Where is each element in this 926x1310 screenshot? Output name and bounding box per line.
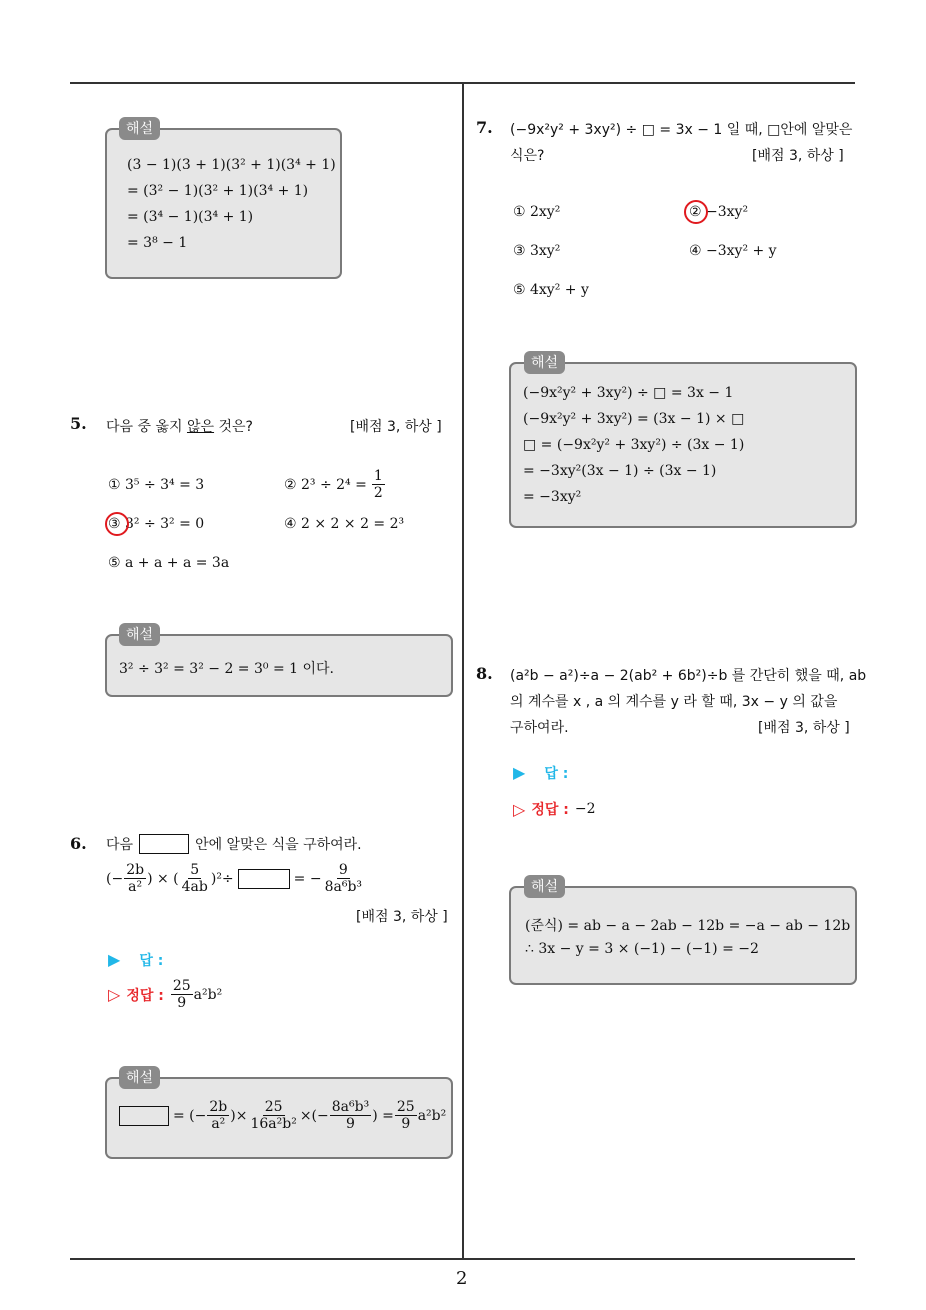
q6-text-b: 안에 알맞은 식을 구하여라. xyxy=(195,837,362,853)
q5-number: 5. xyxy=(70,414,87,433)
q6-correct-tail: a²b² xyxy=(193,986,223,1003)
q5-option-1[interactable]: ① 3⁵ ÷ 3⁴ = 3 xyxy=(108,477,205,493)
play-outline-icon: ▷ xyxy=(108,985,121,1005)
q5-question xyxy=(106,416,253,436)
q7-option-1[interactable]: ① 2xy² xyxy=(513,204,561,220)
answer-mark-circle xyxy=(105,512,129,536)
play-icon: ▶ xyxy=(108,950,121,969)
q6-meta: [배점 3, 하상 ] xyxy=(356,909,448,925)
q7-option-4[interactable]: ④ −3xy² + y xyxy=(689,243,777,259)
q4-solution-box xyxy=(105,128,342,279)
q6-correct-row xyxy=(108,978,222,1011)
q7-option-5[interactable]: ⑤ 4xy² + y xyxy=(513,282,589,298)
q6-text-a: 다음 xyxy=(106,837,134,853)
q7-solution-line: = −3xy² xyxy=(523,489,582,505)
q8-solution-box xyxy=(509,886,857,985)
q8-correct-row xyxy=(513,799,595,819)
correct-label: 정답 : xyxy=(531,802,569,818)
q6-frac-3: $\frac{9}{\text{8a⁶b³}}$ xyxy=(324,862,363,896)
solution-tag: 해설 xyxy=(524,875,565,898)
column-divider xyxy=(462,83,464,1259)
q5-option-3[interactable]: ③ 3² ÷ 3² = 0 xyxy=(108,516,205,532)
q8-meta: [배점 3, 하상 ] xyxy=(758,720,850,736)
q7-meta: [배점 3, 하상 ] xyxy=(752,148,844,164)
q7-question-line2: 식은? xyxy=(510,148,545,164)
q4-solution-line: (3 − 1)(3 + 1)(3² + 1)(3⁴ + 1) xyxy=(127,157,336,173)
q8-number: 8. xyxy=(476,664,493,683)
q4-solution-line: = 3⁸ − 1 xyxy=(127,235,188,251)
q6-solution-blank-box xyxy=(119,1106,169,1126)
q7-solution-box xyxy=(509,362,857,528)
answer-label: 답 : xyxy=(139,953,164,969)
q7-option-2[interactable]: ② −3xy² xyxy=(689,204,749,220)
q6-equation: (− $\frac{2b}{\text{a²}}$ ) × ( $\frac{5}{4ab}$ )²÷ = − $\frac{9}{\text{8a⁶b³}}$ xyxy=(106,862,363,896)
q8-question-line2: 의 계수를 x , a 의 계수를 y 라 할 때, 3x − y 의 값을 xyxy=(510,694,838,710)
q5-solution-text: 3² ÷ 3² = 3² − 2 = 3⁰ = 1 이다. xyxy=(119,661,334,677)
q6-solution-equation: = (− $\frac{2b}{\text{a²}}$ )× $\frac{25}{\text{16a²b²}}$ ×(− $\frac{\text{8a⁶b³}}{9}$ ) = $\frac{25}{9}$ a²b² xyxy=(119,1099,446,1132)
answer-label: 답 : xyxy=(544,766,569,782)
q7-solution-line: □ = (−9x²y² + 3xy²) ÷ (3x − 1) xyxy=(523,437,745,453)
q7-solution-line: (−9x²y² + 3xy²) ÷ □ = 3x − 1 xyxy=(523,385,734,401)
q7-question-line1: (−9x²y² + 3xy²) ÷ □ = 3x − 1 일 때, □안에 알맞은 xyxy=(510,122,853,138)
page-number: 2 xyxy=(456,1268,468,1289)
q5-text-b: 것은? xyxy=(214,419,253,435)
correct-label: 정답 : xyxy=(126,987,164,1004)
q8-question-line1: (a²b − a²)÷a − 2(ab² + 6b²)÷b 를 간단히 했을 때, ab xyxy=(510,668,867,684)
q4-solution-line: = (3⁴ − 1)(3⁴ + 1) xyxy=(127,209,254,225)
q7-number: 7. xyxy=(476,118,493,137)
q7-solution-line: = −3xy²(3x − 1) ÷ (3x − 1) xyxy=(523,463,717,479)
q5-option-5[interactable]: ⑤ a + a + a = 3a xyxy=(108,555,230,571)
q6-frac-1: $\frac{2b}{\text{a²}}$ xyxy=(126,862,145,896)
solution-tag: 해설 xyxy=(119,623,160,646)
q6-answer-row xyxy=(108,950,163,970)
q4-solution-line: = (3² − 1)(3² + 1)(3⁴ + 1) xyxy=(127,183,309,199)
q5-option-2-text: ② 2³ ÷ 2⁴ = xyxy=(284,476,367,493)
q5-text-a: 다음 중 옳지 xyxy=(106,419,187,435)
q8-answer-row xyxy=(513,763,568,783)
q6-eq-blank-box xyxy=(238,869,290,889)
play-outline-icon: ▷ xyxy=(513,799,526,819)
q6-number: 6. xyxy=(70,834,87,853)
q5-option-2[interactable] xyxy=(284,468,386,501)
q7-option-3[interactable]: ③ 3xy² xyxy=(513,243,561,259)
bottom-rule xyxy=(70,1258,855,1260)
q5-option-4[interactable]: ④ 2 × 2 × 2 = 2³ xyxy=(284,516,405,532)
q5-meta: [배점 3, 하상 ] xyxy=(350,419,442,435)
play-icon: ▶ xyxy=(513,763,526,782)
solution-tag: 해설 xyxy=(119,1066,160,1089)
q7-solution-line: (−9x²y² + 3xy²) = (3x − 1) × □ xyxy=(523,411,745,427)
q8-solution-line: ∴ 3x − y = 3 × (−1) − (−1) = −2 xyxy=(525,941,759,957)
q6-question xyxy=(106,834,362,854)
q6-solution-box xyxy=(105,1077,453,1159)
q8-question-line3: 구하여라. xyxy=(510,720,569,736)
solution-tag: 해설 xyxy=(119,117,160,140)
q5-option-2-fraction: $\frac{1}{2}$ xyxy=(373,468,383,502)
solution-tag: 해설 xyxy=(524,351,565,374)
q6-blank-box xyxy=(139,834,189,854)
q5-text-underlined: 않은 xyxy=(186,419,215,435)
q6-correct-fraction: $\frac{25}{9}$ xyxy=(172,978,191,1012)
answer-mark-circle xyxy=(684,200,708,224)
q6-frac-2: $\frac{5}{4ab}$ xyxy=(181,862,208,896)
q8-correct-value: −2 xyxy=(574,801,596,817)
q8-solution-line: (준식) = ab − a − 2ab − 12b = −a − ab − 12b xyxy=(525,918,851,934)
